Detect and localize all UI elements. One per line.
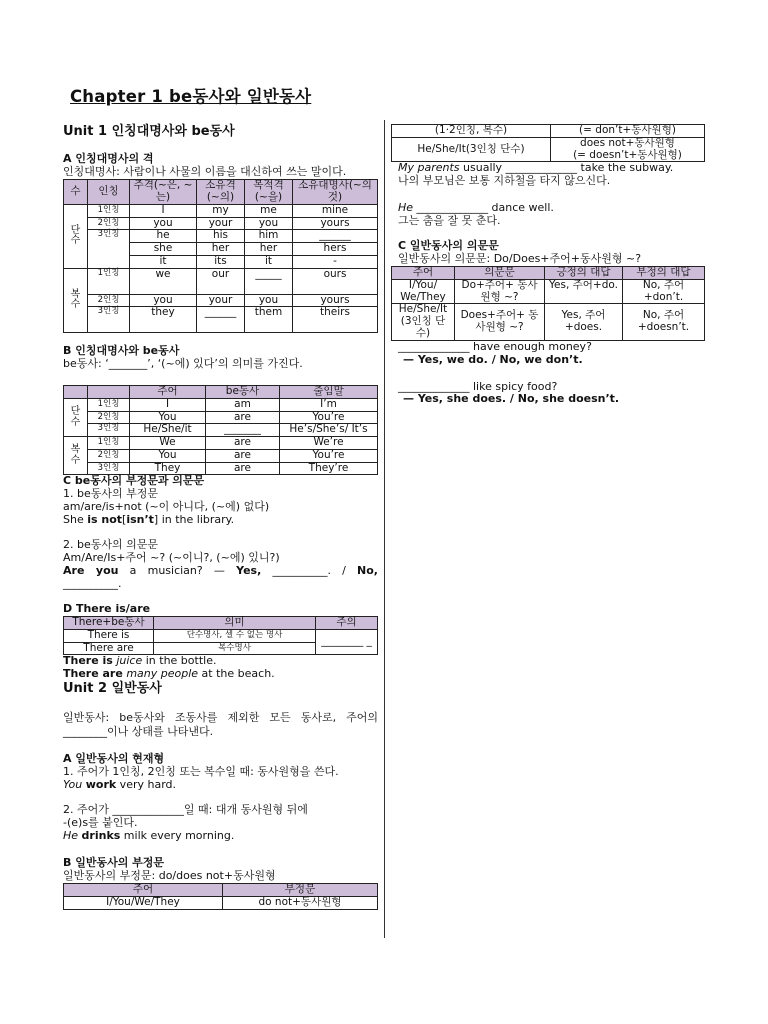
table-cell: You’re [280,449,378,462]
table-row [64,424,378,437]
unit1-sec-c-item2-form: Am/Are/Is+주어 ~? (~이니?, (~에) 있니?) [63,551,280,565]
table-cell-blank: ________ _ [316,629,378,655]
example-bold: There are [63,667,123,681]
there-are-example [63,668,378,681]
unit2-sec-c-ex1-answer [391,354,705,367]
chapter-title: Chapter 1 be동사와 일반동사 [70,87,312,106]
table-header: 수 [64,180,88,205]
table-row [392,137,705,162]
table-cell: it [245,255,293,268]
plural-label: 복수 [64,437,88,475]
singular-label: 단수 [64,204,88,268]
unit1-sec-b-desc: be동사: ‘_______’, ‘(~에) 있다’의 의미를 가진다. [63,357,303,371]
table-cell: her [197,243,245,256]
table-cell: you [245,294,293,307]
example-bold: isn’t [126,513,154,527]
table-cell: are [206,437,280,450]
table-cell: theirs [293,307,378,333]
table-cell: hers [293,243,378,256]
table-header: There+be동사 [64,617,154,630]
table-header: 부정문 [223,884,378,897]
unit1-sec-a-heading: A 인칭대명사의 격 [63,152,154,166]
table-cell: our [197,268,245,294]
table-header: 소유대명사(~의 것) [293,180,378,205]
table-cell: 3인칭 [88,462,130,475]
table-cell: ours [293,268,378,294]
table-row [64,896,378,909]
example-text: in the bottle. [142,654,217,668]
unit1-sec-d-heading: D There is/are [63,602,151,616]
example-bold: No, [357,564,378,578]
example-text: a musician? — [118,564,237,578]
table-cell: them [245,307,293,333]
unit2-sec-a-ex2 [63,830,378,843]
table-cell: He/She/It(3인칭 단수) [392,137,551,162]
there-is-are-table [63,616,378,655]
example-italic: He [63,829,79,843]
cell-line: (= doesn’t+동사원형) [573,148,682,161]
table-header [64,386,88,399]
table-cell: He/She/it [130,424,206,437]
table-cell: I/You/ We/They [392,279,455,304]
fill-blank: _____________ [112,803,184,817]
table-cell: (= don’t+동사원형) [551,125,705,138]
unit1-title: Unit 1 인칭대명사와 be동사 [63,124,235,139]
table-cell: 2인칭 [88,449,130,462]
example-text: at the beach. [198,667,275,681]
table-cell: There are [64,642,154,655]
table-header: 주의 [316,617,378,630]
table-cell: I’m [280,398,378,411]
table-header: be동사 [206,386,280,399]
cell-line: does not+동사원형 [580,136,675,149]
unit2-sec-c-ex2-question: _____________ like spicy food? [398,379,558,393]
table-cell: you [130,294,197,307]
table-header: 줄임말 [280,386,378,399]
example-text: ] in the library. [153,513,235,527]
table-row [64,294,378,307]
table-cell: it [130,255,197,268]
example-italic: He [398,201,414,215]
example-text: usually _____________ take the subway. [459,161,674,175]
unit1-sec-b-heading: B 인칭대명사와 be동사 [63,344,180,358]
unit1-sec-c-item2-example [63,565,378,591]
table-row [64,307,378,333]
table-cell: I/You/We/They [64,896,223,909]
table-cell: You’re [280,411,378,424]
table-cell: your [197,294,245,307]
table-cell: am [206,398,280,411]
table-cell-blank: _____ [245,268,293,294]
table-cell: I [130,398,206,411]
table-cell: 2인칭 [88,294,130,307]
table-header: 긍정의 대답 [545,267,623,280]
table-header [88,386,130,399]
table-row [64,268,378,294]
table-cell: you [245,217,293,230]
table-cell: 1인칭 [88,204,130,217]
example-bold: Yes, [236,564,262,578]
table-cell: I [130,204,197,217]
table-cell: 1인칭 [88,437,130,450]
table-cell: 단수명사, 셀 수 없는 명사 [154,629,316,642]
table-cell: They’re [280,462,378,475]
unit2-sec-a-item1: 1. 주어가 1인칭, 2인칭 또는 복수일 때: 동사원형을 쓴다. [63,765,339,779]
example-bold: drinks [81,829,121,843]
example-text: [ [122,513,127,527]
table-cell: your [197,217,245,230]
table-cell: There is [64,629,154,642]
table-cell: You [130,449,206,462]
table-cell-blank: _______ [206,424,280,437]
table-header: 부정의 대답 [623,267,705,280]
unit1-sec-c-item1-form: am/are/is+not (~이 아니다, (~에) 없다) [63,500,270,514]
table-cell-blank: ______ [197,307,245,333]
table-header-row [64,180,378,205]
table-cell-blank: ______ [293,230,378,243]
unit2-sec-b-ex1-translation: 나의 부모님은 보통 지하철을 타지 않으신다. [398,174,611,188]
example-text: She [63,513,88,527]
table-header-row [392,267,705,280]
table-cell: We’re [280,437,378,450]
table-row [392,125,705,138]
example-text: _____________ dance well. [413,201,554,215]
left-column [63,124,378,910]
unit2-sec-b-desc: 일반동사의 부정문: do/does not+동사원형 [63,869,276,883]
table-cell: he [130,230,197,243]
table-cell: No, 주어 +don’t. [623,279,705,304]
table-header: 의문문 [455,267,545,280]
table-header-row [64,386,378,399]
table-cell: are [206,462,280,475]
unit1-sec-c-item2: 2. be동사의 의문문 [63,538,158,552]
table-header: 목적격(~을) [245,180,293,205]
table-cell: (1·2인칭, 복수) [392,125,551,138]
example-bold: work [85,778,117,792]
example-text: __________. [63,577,122,591]
table-cell: 3인칭 [88,424,130,437]
example-bold: Are you [63,564,119,578]
table-cell: Do+주어+ 동사원형 ~? [455,279,545,304]
example-italic: You [63,778,83,792]
table-cell: You [130,411,206,424]
table-row [64,437,378,450]
negative-table-part2 [391,124,705,162]
table-row [64,398,378,411]
table-cell: yours [293,217,378,230]
example-bold: There is [63,654,113,668]
table-header: 주어 [64,884,223,897]
table-cell: Yes, 주어+do. [545,279,623,304]
table-cell: yours [293,294,378,307]
table-cell: 1인칭 [88,398,130,411]
item-text: 2. 주어가 [63,803,113,817]
unit2-sec-c-heading: C 일반동사의 의문문 [398,239,499,253]
table-cell: him [245,230,293,243]
table-header: 소유격(~의) [197,180,245,205]
table-header: 주어 [392,267,455,280]
table-cell: 2인칭 [88,217,130,230]
item-text: 일 때: 대개 동사원형 뒤에 [183,803,308,817]
example-italic: juice [116,654,143,668]
be-verb-table [63,385,378,475]
unit2-sec-a-ex1 [63,779,378,792]
unit2-intro: 일반동사: be동사와 조동사를 제외한 모든 동사로, 주어의 ________이나 상태를 나타낸다. [63,710,378,738]
unit2-sec-b-heading: B 일반동사의 부정문 [63,856,165,870]
table-cell: - [293,255,378,268]
unit1-sec-c-item1: 1. be동사의 부정문 [63,487,158,501]
table-row [392,279,705,304]
table-cell: They [130,462,206,475]
table-cell: are [206,411,280,424]
table-cell: its [197,255,245,268]
example-italic: My parents [398,161,460,175]
table-cell: 3인칭 [88,230,130,268]
unit2-sec-a-heading: A 일반동사의 현재형 [63,752,165,766]
table-cell: 3인칭 [88,307,130,333]
singular-label: 단수 [64,398,88,436]
table-row [64,217,378,230]
table-cell: my [197,204,245,217]
column-divider [384,120,385,938]
unit2-sec-b-ex2-translation: 그는 춤을 잘 못 춘다. [398,214,501,228]
table-cell: 1인칭 [88,268,130,294]
example-italic: many people [126,667,199,681]
table-row [64,449,378,462]
table-header-row [64,884,378,897]
unit2-sec-c-ex1-question: _____________ have enough money? [398,339,592,353]
table-cell: you [130,217,197,230]
negative-table-part1 [63,883,378,910]
table-cell: do not+동사원형 [223,896,378,909]
table-cell [551,137,705,162]
unit2-sec-a-item2-cont: -(e)s를 붙인다. [63,816,138,830]
right-column [391,124,705,406]
table-cell: mine [293,204,378,217]
table-header: 주어 [130,386,206,399]
table-cell: they [130,307,197,333]
table-cell: We [130,437,206,450]
table-header: 의미 [154,617,316,630]
question-table [391,266,705,341]
table-cell: Yes, 주어 +does. [545,304,623,340]
example-text: very hard. [116,778,177,792]
plural-label: 복수 [64,268,88,333]
table-cell: 2인칭 [88,411,130,424]
table-header-row [64,617,378,630]
table-row [392,304,705,340]
example-text: __________. / [261,564,358,578]
example-text: milk every morning. [120,829,235,843]
unit1-sec-a-desc: 인칭대명사: 사람이나 사물의 이름을 대신하여 쓰는 말이다. [63,165,347,179]
table-cell: He/She/It (3인칭 단수) [392,304,455,340]
table-cell: his [197,230,245,243]
table-cell: she [130,243,197,256]
unit2-title: Unit 2 일반동사 [63,681,162,697]
table-row [64,230,378,243]
unit1-sec-c-item1-example [63,514,378,527]
table-cell: Does+주어+ 동사원형 ~? [455,304,545,340]
table-row [64,629,378,642]
unit1-sec-c-heading: C be동사의 부정문과 의문문 [63,474,205,488]
example-bold: — Yes, she does. / No, she doesn’t. [403,392,620,406]
pronoun-case-table [63,179,378,333]
example-bold: — Yes, we do. / No, we don’t. [403,352,583,366]
unit2-sec-c-desc: 일반동사의 의문문: Do/Does+주어+동사원형 ~? [398,252,642,266]
table-cell: me [245,204,293,217]
table-cell: He’s/She’s/ It’s [280,424,378,437]
table-cell: 복수명사 [154,642,316,655]
example-bold: is not [87,513,123,527]
table-cell: No, 주어 +doesn’t. [623,304,705,340]
table-header: 주격(~은, ~는) [130,180,197,205]
table-cell: her [245,243,293,256]
table-cell: are [206,449,280,462]
unit2-sec-c-ex2-answer [391,393,705,406]
table-row [64,204,378,217]
table-header: 인칭 [88,180,130,205]
table-cell: we [130,268,197,294]
